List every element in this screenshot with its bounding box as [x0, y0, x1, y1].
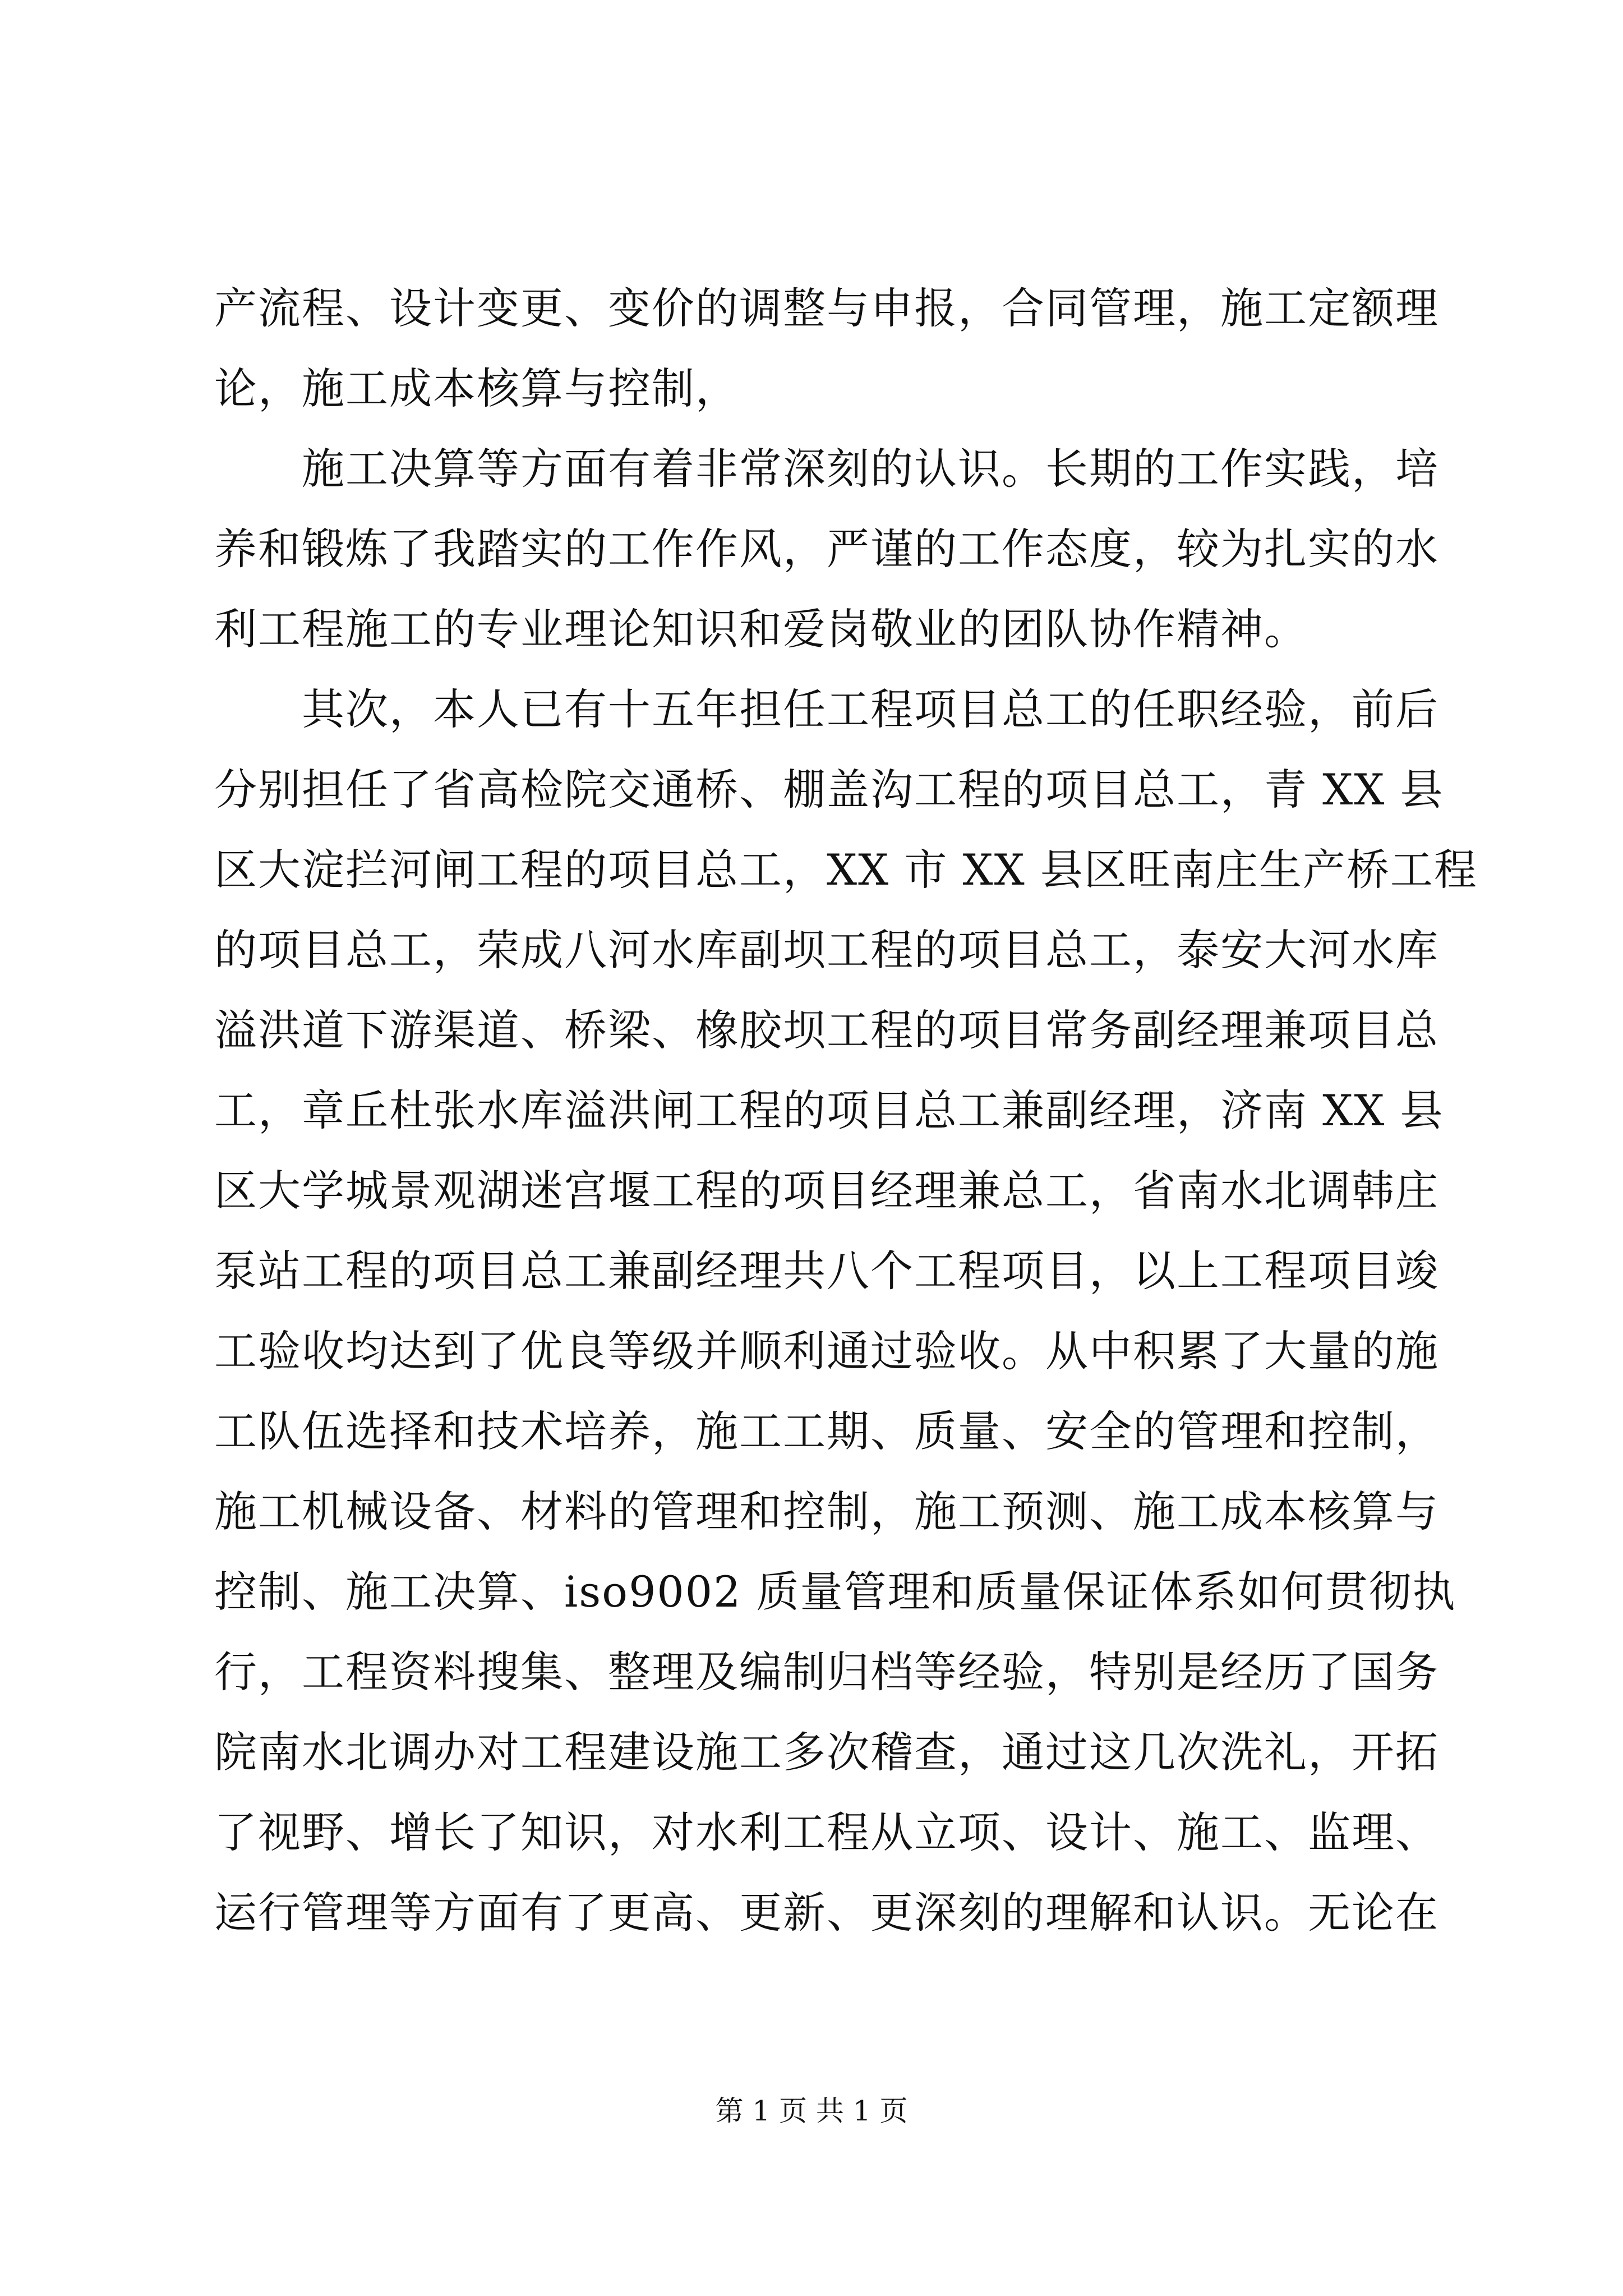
- text-line: 的项目总工，荣成八河水库副坝工程的项目总工，泰安大河水库: [214, 925, 1439, 975]
- text-line: 其次，本人已有十五年担任工程项目总工的任职经验，前后: [214, 684, 1439, 734]
- text-line: 利工程施工的专业理论知识和爱岗敬业的团队协作精神。: [214, 604, 1308, 654]
- text-line: 行，工程资料搜集、整理及编制归档等经验，特别是经历了国务: [214, 1647, 1439, 1697]
- text-line: 泵站工程的项目总工兼副经理共八个工程项目，以上工程项目竣: [214, 1246, 1439, 1296]
- text-line: 控制、施工决算、iso9002 质量管理和质量保证体系如何贯彻执: [214, 1567, 1456, 1617]
- text-line: 溢洪道下游渠道、桥梁、橡胶坝工程的项目常务副经理兼项目总: [214, 1005, 1439, 1055]
- text-line: 工，章丘杜张水库溢洪闸工程的项目总工兼副经理，济南 XX 县: [214, 1085, 1444, 1135]
- text-line: 了视野、增长了知识，对水利工程从立项、设计、施工、监理、: [214, 1807, 1439, 1857]
- text-line: 院南水北调办对工程建设施工多次稽查，通过这几次洗礼，开拓: [214, 1727, 1439, 1777]
- body-text: [214, 268, 1478, 1953]
- text-line: 工队伍选择和技术培养，施工工期、质量、安全的管理和控制，: [214, 1406, 1439, 1456]
- text-line: 区大淀拦河闸工程的项目总工，XX 市 XX 县区旺南庄生产桥工程: [214, 845, 1478, 895]
- text-line: 施工决算等方面有着非常深刻的认识。长期的工作实践，培: [214, 444, 1439, 494]
- page-number-label: 第 1 页 共 1 页: [715, 2095, 908, 2127]
- text-line: 分别担任了省高检院交通桥、棚盖沟工程的项目总工，青 XX 县: [214, 765, 1444, 815]
- text-line: 区大学城景观湖迷宫堰工程的项目经理兼总工，省南水北调韩庄: [214, 1166, 1439, 1216]
- text-line: 施工机械设备、材料的管理和控制，施工预测、施工成本核算与: [214, 1487, 1439, 1536]
- page-footer: [0, 2091, 1623, 2131]
- text-line: 产流程、设计变更、变价的调整与申报，合同管理，施工定额理: [214, 283, 1439, 333]
- text-line: 养和锻炼了我踏实的工作作风，严谨的工作态度，较为扎实的水: [214, 524, 1439, 574]
- text-line: 工验收均达到了优良等级并顺利通过验收。从中积累了大量的施: [214, 1326, 1439, 1376]
- text-line: 运行管理等方面有了更高、更新、更深刻的理解和认识。无论在: [214, 1888, 1439, 1938]
- text-line: 论，施工成本核算与控制，: [214, 364, 739, 413]
